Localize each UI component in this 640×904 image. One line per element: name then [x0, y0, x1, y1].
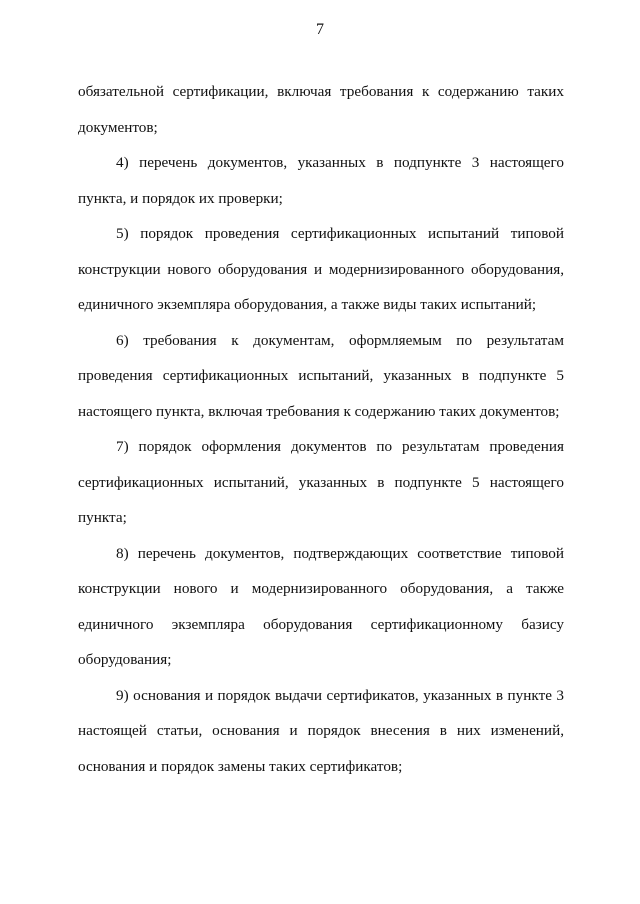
text-line: 5) порядок проведения сертификационных испытаний типовой [116, 225, 564, 242]
list-item-9 [78, 678, 564, 785]
paragraph-continuation [78, 74, 564, 145]
text-line: конструкции нового оборудования и модернизированного оборудования, [78, 260, 564, 278]
list-item-5 [78, 216, 564, 323]
text-line: 8) перечень документов, подтверждающих соответствие типовой [116, 544, 564, 562]
text-line: пункта, и порядок их проверки; [78, 189, 283, 207]
text-line: оборудования; [78, 651, 172, 668]
list-item-7 [78, 429, 564, 536]
list-item-4 [78, 145, 564, 216]
text-line: настоящей статьи, основания и порядок внесения в них изменений, [78, 722, 564, 739]
text-line: конструкции нового и модернизированного оборудования, а также [78, 580, 564, 597]
text-line: 9) основания и порядок выдачи сертификатов, указанных в пункте 3 [116, 686, 564, 704]
text-line: 6) требования к документам, оформляемым по результатам [116, 331, 564, 349]
page-number: 7 [316, 21, 324, 38]
text-line: основания и порядок замены таких сертификатов; [78, 757, 403, 775]
text-line: документов; [78, 118, 158, 136]
text-line: проведения сертификационных испытаний, указанных в подпункте 5 [78, 367, 564, 384]
text-line: настоящего пункта, включая требования к содержанию таких документов; [78, 402, 560, 420]
document-body [78, 74, 564, 784]
text-line: пункта; [78, 509, 127, 526]
text-line: единичного экземпляра оборудования сертификационному базису [78, 615, 564, 633]
text-line: сертификационных испытаний, указанных в подпункте 5 настоящего [78, 473, 564, 491]
text-line: обязательной сертификации, включая требования к содержанию таких [78, 83, 564, 100]
text-line: 7) порядок оформления документов по результатам проведения [116, 438, 564, 455]
text-line: единичного экземпляра оборудования, а также виды таких испытаний; [78, 296, 537, 313]
text-line: 4) перечень документов, указанных в подпункте 3 настоящего [116, 154, 564, 171]
list-item-6 [78, 323, 564, 430]
list-item-8 [78, 536, 564, 678]
